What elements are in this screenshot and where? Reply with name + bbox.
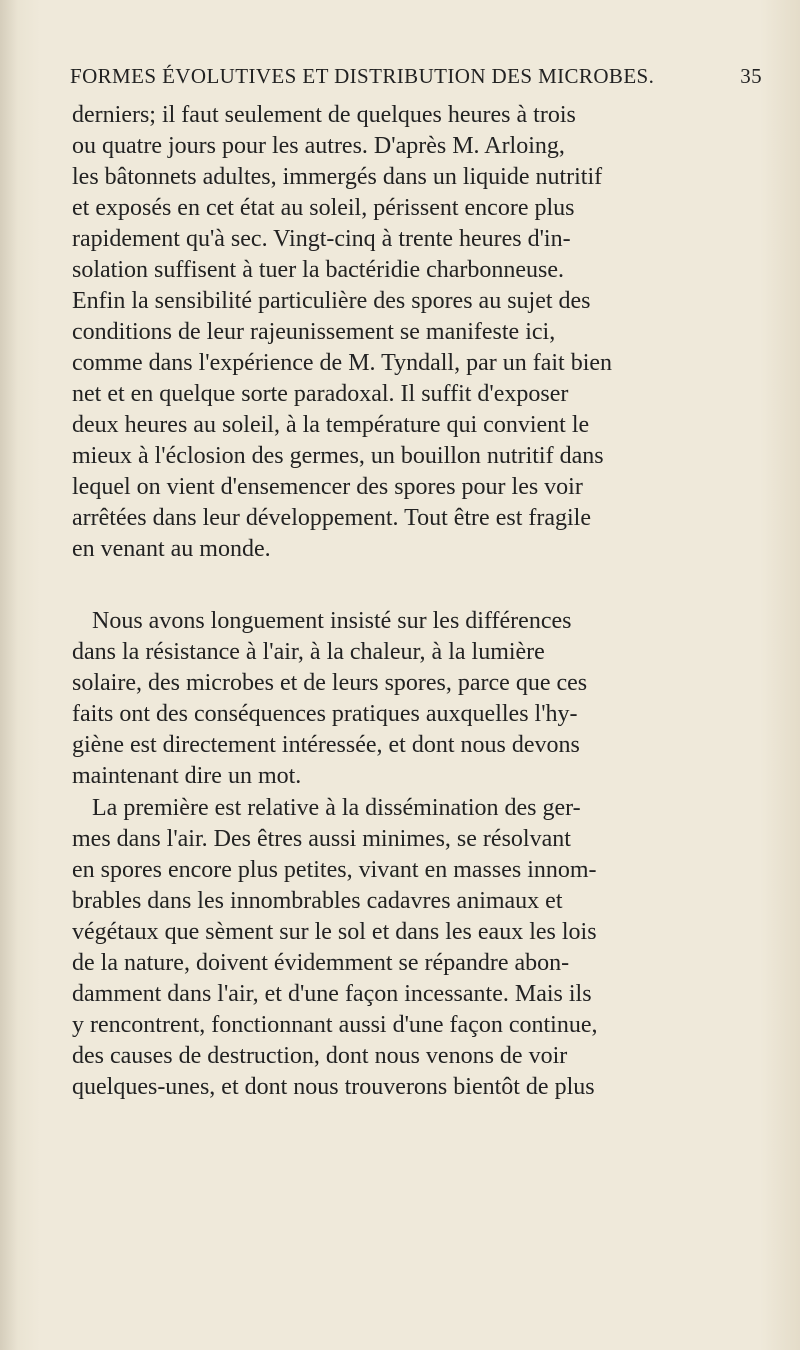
text-line: Enfin la sensibilité particulière des spores au sujet des [72,288,591,314]
text-line: net et en quelque sorte paradoxal. Il suffit d'exposer [72,381,569,407]
text-line: lequel on vient d'ensemencer des spores pour les voir [72,474,583,500]
text-line: quelques-unes, et dont nous trouverons bientôt de plus [72,1074,595,1100]
text-line: arrêtées dans leur développement. Tout être est fragile [72,505,591,531]
text-line: les bâtonnets adultes, immergés dans un liquide nutritif [72,164,603,190]
text-line: brables dans les innombrables cadavres animaux et [72,888,563,914]
text-line: comme dans l'expérience de M. Tyndall, par un fait bien [72,350,613,376]
text-line: rapidement qu'à sec. Vingt-cinq à trente heures d'in- [72,226,571,252]
text-line: giène est directement intéressée, et dont nous devons [72,732,580,758]
text-line: conditions de leur rajeunissement se manifeste ici, [72,319,556,345]
text-line: ou quatre jours pour les autres. D'après M. Arloing, [72,133,565,159]
text-line: La première est relative à la dissémination des ger- [92,795,581,821]
running-head [70,64,770,90]
page-number: 35 [740,64,762,88]
text-line: en spores encore plus petites, vivant en masses innom- [72,857,597,883]
text-line: solaire, des microbes et de leurs spores, parce que ces [72,670,588,696]
text-line: mieux à l'éclosion des germes, un bouillon nutritif dans [72,443,604,469]
text-line: derniers; il faut seulement de quelques heures à trois [72,102,576,128]
text-line: damment dans l'air, et d'une façon incessante. Mais ils [72,981,592,1007]
text-line: et exposés en cet état au soleil, périssent encore plus [72,195,575,221]
text-line: deux heures au soleil, à la température qui convient le [72,412,590,438]
text-line: de la nature, doivent évidemment se répandre abon- [72,950,570,976]
text-line: en venant au monde. [72,536,271,562]
text-line: solation suffisent à tuer la bactéridie charbonneuse. [72,257,565,283]
running-head-title: FORMES ÉVOLUTIVES ET DISTRIBUTION DES MICROBES. [70,64,655,88]
text-line: végétaux que sèment sur le sol et dans les eaux les lois [72,919,597,945]
text-line: dans la résistance à l'air, à la chaleur, à la lumière [72,639,545,665]
text-line: maintenant dire un mot. [72,763,302,789]
text-line: y rencontrent, fonctionnant aussi d'une façon continue, [72,1012,598,1038]
text-line: faits ont des conséquences pratiques auxquelles l'hy- [72,701,578,727]
text-line: mes dans l'air. Des êtres aussi minimes, se résolvant [72,826,571,852]
text-line: Nous avons longuement insisté sur les différences [92,608,572,634]
text-line: des causes de destruction, dont nous venons de voir [72,1043,568,1069]
page-gutter-shadow [0,0,18,1350]
